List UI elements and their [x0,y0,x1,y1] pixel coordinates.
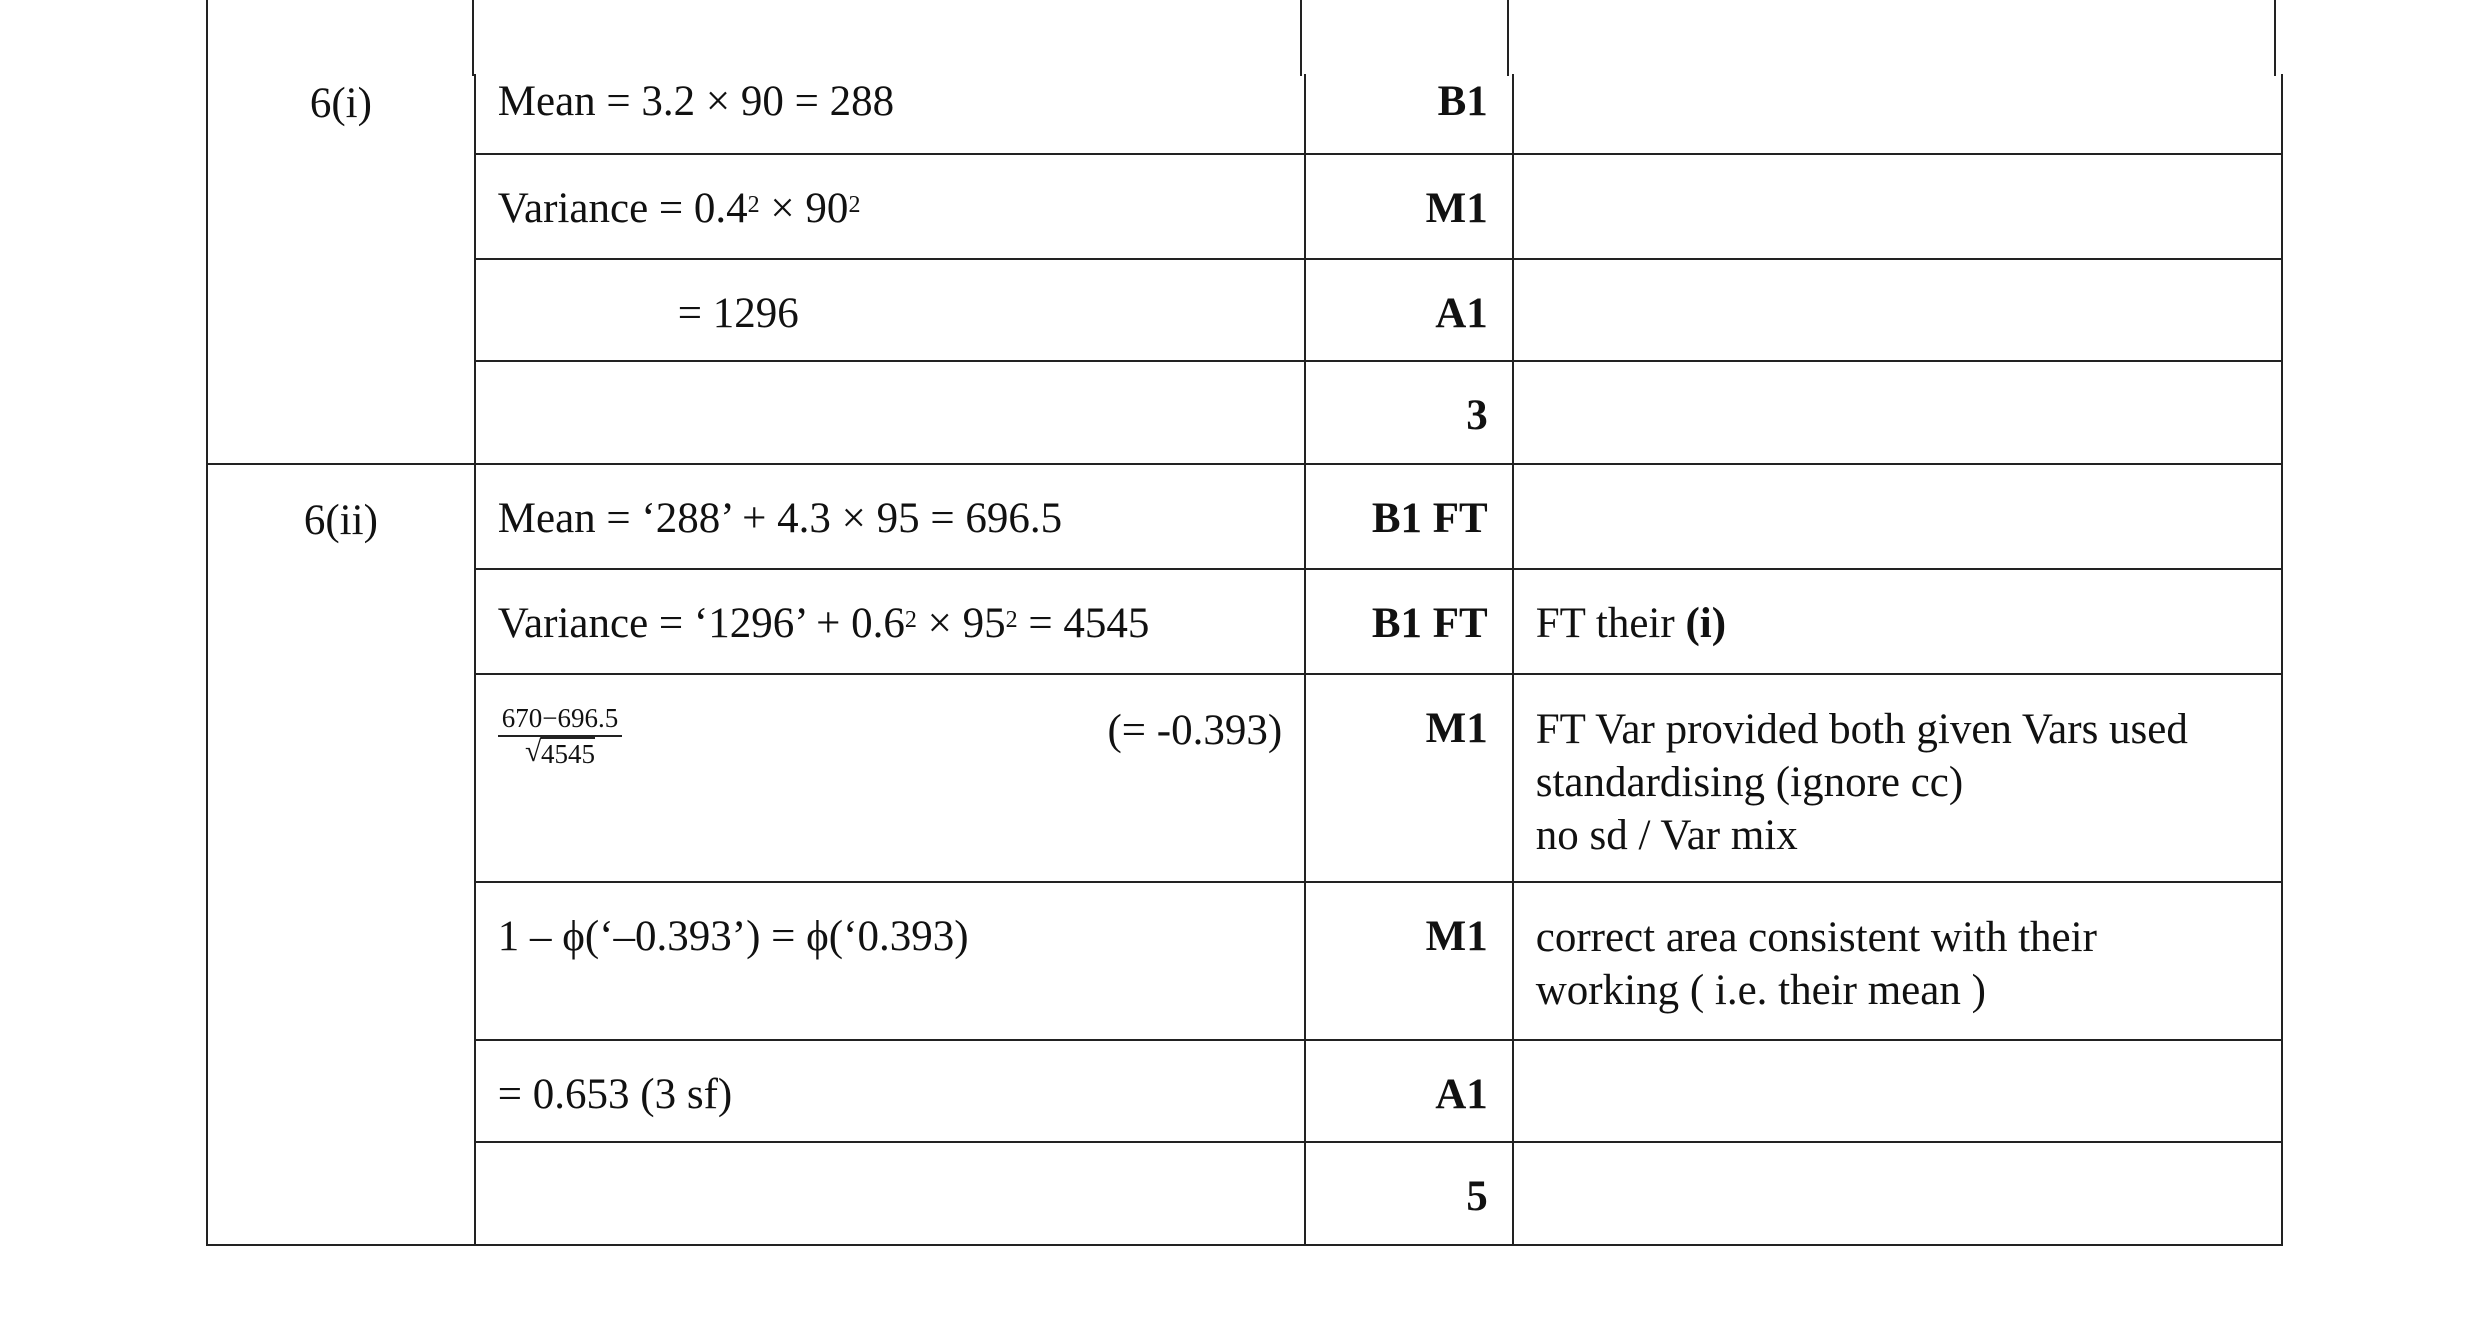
table-row [207,569,2282,674]
table-row [207,882,2282,1040]
mark-scheme-table [206,74,2283,1246]
table-row [207,1142,2282,1245]
guidance-cell [1513,154,2282,259]
z-value: (= -0.393) [1107,707,1283,754]
guidance-cell [1513,1040,2282,1142]
table-continuation-lines [0,0,2480,76]
table-row [207,1040,2282,1142]
guidance-cell: correct area consistent with their working ( i.e. their mean ) [1513,882,2282,1040]
answer-cell: Mean = ‘288’ + 4.3 × 95 = 696.5 [475,464,1305,569]
table-row [207,464,2282,569]
mark-total-cell: 5 [1305,1142,1513,1245]
question-number-6ii: 6(ii) [207,464,475,1245]
guidance-cell [1513,1142,2282,1245]
mark-cell: B1 FT [1305,569,1513,674]
answer-cell [475,361,1305,464]
answer-cell: Mean = 3.2 × 90 = 288 [475,74,1305,154]
table-row [207,361,2282,464]
guidance-cell: FT Var provided both given Vars used standardising (ignore cc) no sd / Var mix [1513,674,2282,882]
guidance-cell [1513,259,2282,361]
table-row [207,259,2282,361]
mark-cell: M1 [1305,674,1513,882]
mark-total-cell: 3 [1305,361,1513,464]
mark-cell: B1 FT [1305,464,1513,569]
answer-cell: = 0.653 (3 sf) [475,1040,1305,1142]
square-root-symbol: √ [525,735,542,768]
answer-cell: 1 – ϕ(‘–0.393’) = ϕ(‘0.393) [475,882,1305,1040]
standardising-fraction: 670−696.5 √ 4545 [498,703,622,769]
guidance-cell: FT their (i) [1513,569,2282,674]
guidance-cell [1513,74,2282,154]
answer-cell: Variance = ‘1296’ + $0.6^2 \times 95^2 = 4545$ [475,569,1305,674]
guidance-cell [1513,464,2282,569]
table-row [207,154,2282,259]
continuation-line [1507,0,1509,76]
continuation-line [2274,0,2276,76]
mark-cell: A1 [1305,1040,1513,1142]
continuation-line [1300,0,1302,76]
continuation-line [472,0,474,76]
mark-cell: A1 [1305,259,1513,361]
mark-cell: M1 [1305,882,1513,1040]
continuation-line [206,0,208,76]
answer-cell: = 1296 [475,259,1305,361]
guidance-cell [1513,361,2282,464]
question-number-6i: 6(i) [207,74,475,464]
table-row [207,74,2282,154]
answer-cell [475,1142,1305,1245]
mark-cell: B1 [1305,74,1513,154]
table-row [207,674,2282,882]
answer-cell [475,674,1305,882]
mark-cell: M1 [1305,154,1513,259]
answer-cell: Variance = $0.4^2 \times 90^2$ [475,154,1305,259]
